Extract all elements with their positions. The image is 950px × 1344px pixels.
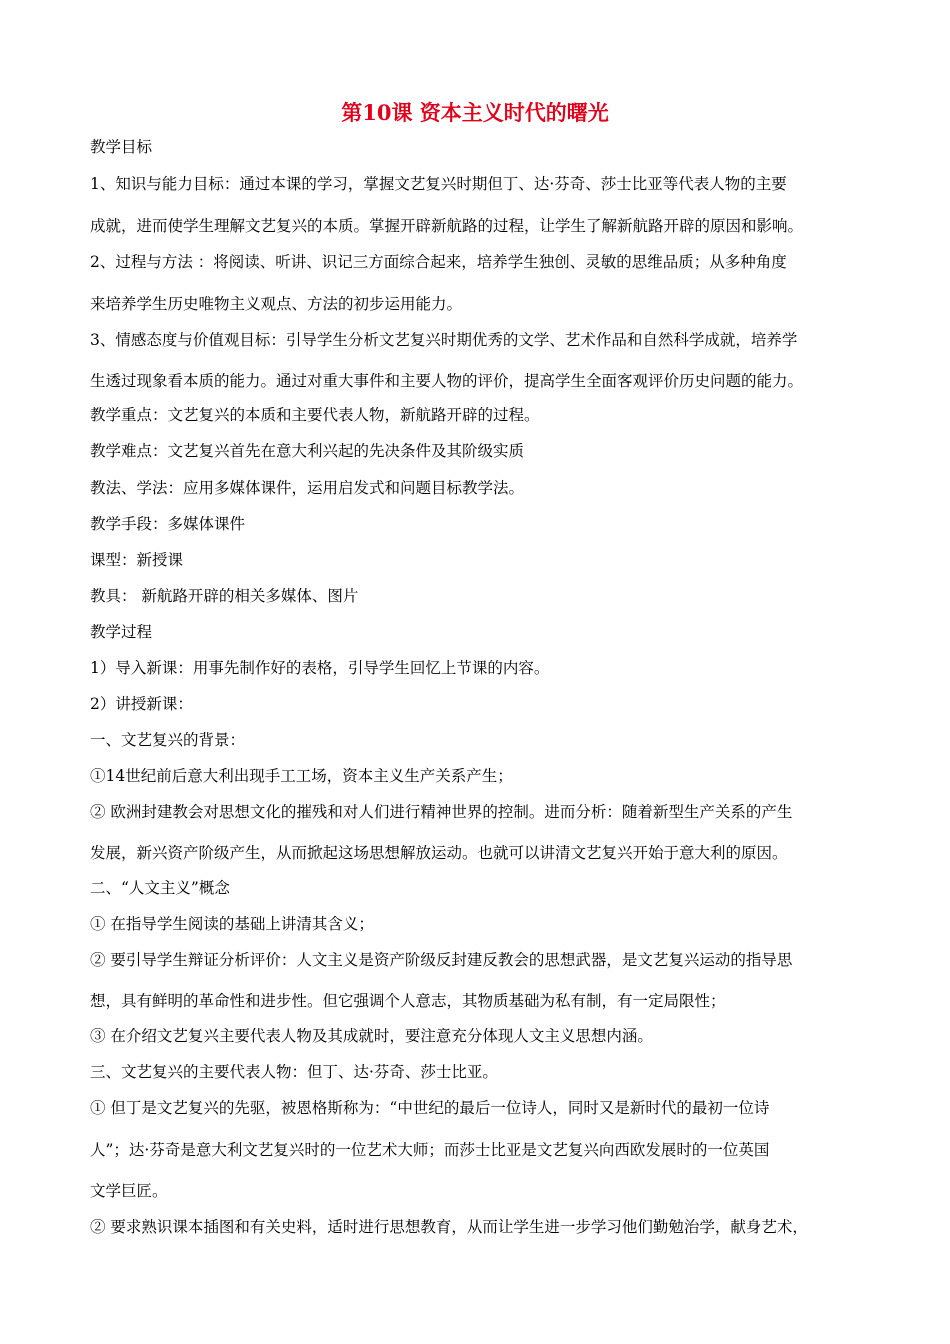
text-line: 发展，新兴资产阶级产生，从而掀起这场思想解放运动。也就可以讲清文艺复兴开始于意大利的原因。 [90, 844, 788, 862]
text-line: 成就，进而使学生理解文艺复兴的本质。掌握开辟新航路的过程，让学生了解新航路开辟的原因和影响。 [90, 217, 804, 235]
text-line: 二、“人文主义”概念 [90, 879, 230, 897]
text-line: 1、知识与能力目标：通过本课的学习，掌握文艺复兴时期但丁、达·芬奇、莎士比亚等代表人物的主要 [90, 175, 787, 193]
text-line: ② 要求熟识课本插图和有关史料，适时进行思想教育，从而让学生进一步学习他们勤勉治学，献身艺术， [90, 1218, 808, 1236]
text-line: ③ 在介绍文艺复兴主要代表人物及其成就时，要注意充分体现人文主义思想内涵。 [90, 1027, 653, 1045]
text-line: 教学手段：多媒体课件 [90, 515, 246, 533]
text-line: 2、过程与方法 ：将阅读、听讲、识记三方面综合起来，培养学生独创、灵敏的思维品质；从多种角度 [90, 253, 787, 271]
text-line: 教法、学法：应用多媒体课件，运用启发式和问题目标教学法。 [90, 479, 525, 497]
text-line: 教学难点：文艺复兴首先在意大利兴起的先决条件及其阶级实质 [90, 442, 525, 460]
text-line: ② 要引导学生辩证分析评价：人文主义是资产阶级反封建反教会的思想武器，是文艺复兴运动的指导思 [90, 951, 793, 969]
text-line: 课型：新授课 [90, 551, 184, 569]
text-line: 教具： 新航路开辟的相关多媒体、图片 [90, 587, 359, 605]
text-line: 三、文艺复兴的主要代表人物：但丁、达·芬奇、莎士比亚。 [90, 1063, 498, 1081]
text-line: 生透过现象看本质的能力。通过对重大事件和主要人物的评价，提高学生全面客观评价历史问题的能力。 [90, 372, 804, 390]
text-line: 教学过程 [90, 623, 153, 641]
text-line: 一、文艺复兴的背景： [90, 731, 246, 749]
text-line: 想，具有鲜明的革命性和进步性。但它强调个人意志，其物质基础为私有制，有一定局限性； [90, 992, 726, 1010]
text-line: ① 在指导学生阅读的基础上讲清其含义； [90, 915, 374, 933]
text-line: 教学重点：文艺复兴的本质和主要代表人物，新航路开辟的过程。 [90, 406, 540, 424]
page-title: 第10课 资本主义时代的曙光 [341, 100, 609, 125]
text-line: ② 欧洲封建教会对思想文化的摧残和对人们进行精神世界的控制。进而分析：随着新型生产关系的产生 [90, 803, 793, 821]
text-line: 教学目标 [90, 138, 153, 156]
text-line: 3、情感态度与价值观目标：引导学生分析文艺复兴时期优秀的文学、艺术作品和自然科学成就，培养学 [90, 331, 798, 349]
text-line: 2）讲授新课： [90, 695, 193, 713]
text-line: 来培养学生历史唯物主义观点、方法的初步运用能力。 [90, 295, 463, 313]
text-line: 人”；达·芬奇是意大利文艺复兴时的一位艺术大师；而莎士比亚是文艺复兴向西欧发展时的一位英国 [90, 1141, 770, 1159]
text-line: ① 但丁是文艺复兴的先驱，被恩格斯称为：“中世纪的最后一位诗人，同时又是新时代的最初一位诗 [90, 1099, 770, 1117]
text-line: 文学巨匠。 [90, 1182, 168, 1200]
text-line: ①14世纪前后意大利出现手工工场，资本主义生产关系产生； [90, 767, 513, 785]
text-line: 1）导入新课：用事先制作好的表格，引导学生回忆上节课的内容。 [90, 659, 550, 677]
